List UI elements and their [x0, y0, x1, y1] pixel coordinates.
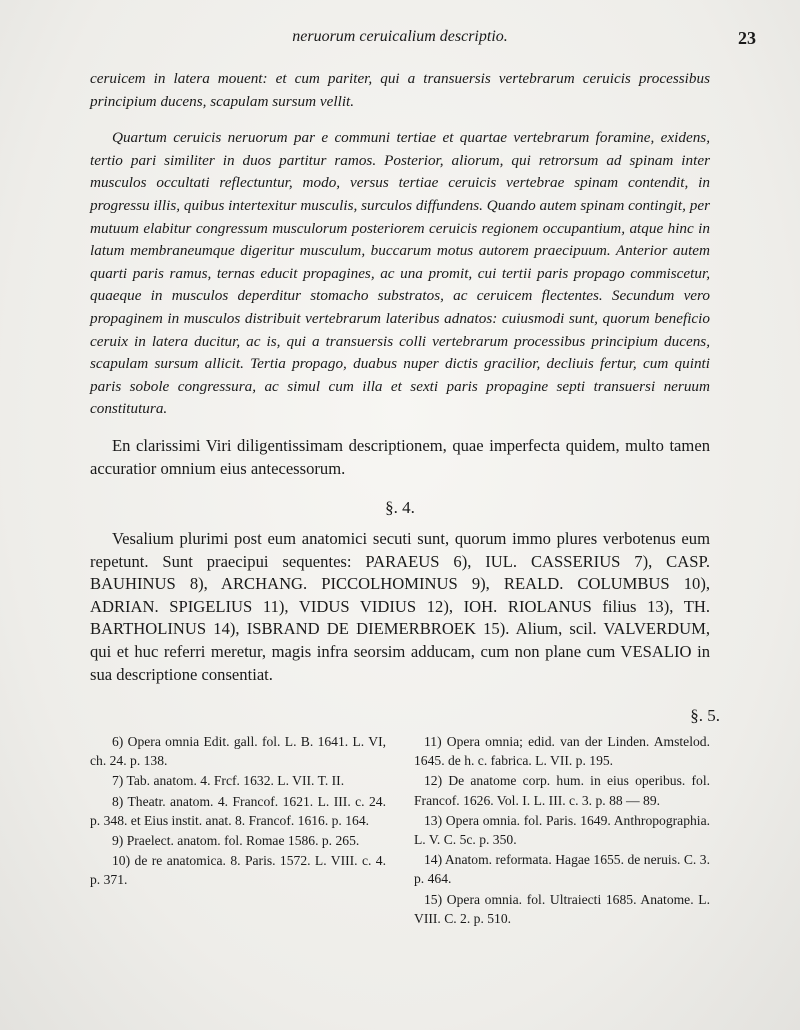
- paragraph-commentary: En clarissimi Viri diligentissimam descriptionem, quae imperfecta quidem, multo tamen accuratior omnium eius antecessorum.: [90, 435, 710, 478]
- paragraph-vesalium: Vesalium plurimi post eum anatomici secuti sunt, quorum immo plures verbotenus eum repetunt. Sunt praecipui sequentes: PARAEUS 6), IUL. CASSERIUS 7), CASP. BAUHINUS 8), ARCHANG. PICCOLHOMINUS 9), REALD. COLUMBUS 10), ADRIAN. SPIGELIUS 11), VIDUS VIDIUS 12), IOH. RIOLANUS filius 13), TH. BARTHOLINUS 14), ISBRAND DE DIEMERBROEK 15). Alium, scil. VALVERDUM, qui et huc referri meretur, magis infra seorsim adducam, cum non plane cum VESALIO in sua descriptione consentiat.: [90, 529, 710, 684]
- footnote: 8) Theatr. anatom. 4. Francof. 1621. L. III. c. 24. p. 348. et Eius instit. anat. 8. Francof. 1616. p. 164.: [90, 793, 386, 828]
- paragraph-quartum: Quartum ceruicis neruorum par e communi tertiae et quartae vertebrarum foramine, exidens, tertio pari similiter in duos partitur ramos. Posterior, aliorum, qui retrorsum ad spinam inter musculos occultati reflectuntur, modo, versus tertiae ceruicis vertebrae spinam contendit, in progressu illis, quibus intertexitur musculis, surculos diffundens. Quando autem spinam contingit, per mutuum elabitur congressum musculorum posteriorem ceruicis regionem occupantium, atque hinc in latum membraneumque digeritur musculum, buccarum motus autorem praecipuum. Anterior autem quarti paris ramus, ternas educit propagines, ac una promit, cui tertii paris propago commiscetur, quaeque in musculos deperditur stomacho substratos, ac ceruicem flectentes. Secundum vero propaginem in musculos distribuit vertebrarum lateribus adnatos: cuiusmodi sunt, quorum beneficio ceruix in latera ducitur, ac is, qui a transuersis colli vertebrarum processibus principium ducens, scapulam sursum allicit. Tertia propago, duabus nuper dictis gracilior, decliuis fertur, cum quinti paris sobole congressura, ac simul cum illa et sexti paris propagine septi transuersi neruum constitutura.: [90, 129, 710, 418]
- paragraph-continuation: ceruicem in latera mouent: et cum pariter, qui a transuersis vertebrarum ceruicis processibus principium ducens, scapulam sursum vellit.: [90, 70, 710, 110]
- footnote: 11) Opera omnia; edid. van der Linden. Amstelod. 1645. de h. c. fabrica. L. VII. p. 195.: [414, 734, 710, 769]
- footnotes-right-column: [414, 732, 710, 929]
- footnotes-left-column: [90, 732, 386, 929]
- page-header: [0, 28, 800, 54]
- footnote: 12) De anatome corp. hum. in eius operibus. fol. Francof. 1626. Vol. I. L. III. c. 3. p. 88 — 89.: [414, 773, 710, 808]
- section-heading: §. 4.: [385, 498, 415, 518]
- footnote: 7) Tab. anatom. 4. Frcf. 1632. L. VII. T. II.: [112, 773, 345, 789]
- next-section-catchword: §. 5.: [690, 706, 720, 726]
- footnotes: [90, 732, 710, 929]
- footnote: 9) Praelect. anatom. fol. Romae 1586. p. 265.: [112, 833, 360, 849]
- running-title: neruorum ceruicalium descriptio.: [292, 28, 508, 45]
- footnote: 15) Opera omnia. fol. Ultraiecti 1685. Anatome. L. VIII. C. 2. p. 510.: [414, 891, 710, 926]
- page-number: 23: [738, 28, 756, 48]
- footnote: 13) Opera omnia. fol. Paris. 1649. Anthropographia. L. V. C. 5c. p. 350.: [414, 812, 710, 848]
- main-text: [90, 68, 720, 726]
- footnote: 6) Opera omnia Edit. gall. fol. L. B. 1641. L. VI, ch. 24. p. 138.: [90, 734, 386, 769]
- footnote: 10) de re anatomica. 8. Paris. 1572. L. VIII. c. 4. p. 371.: [90, 853, 386, 888]
- footnote: 14) Anatom. reformata. Hagae 1655. de neruis. C. 3. p. 464.: [414, 852, 710, 887]
